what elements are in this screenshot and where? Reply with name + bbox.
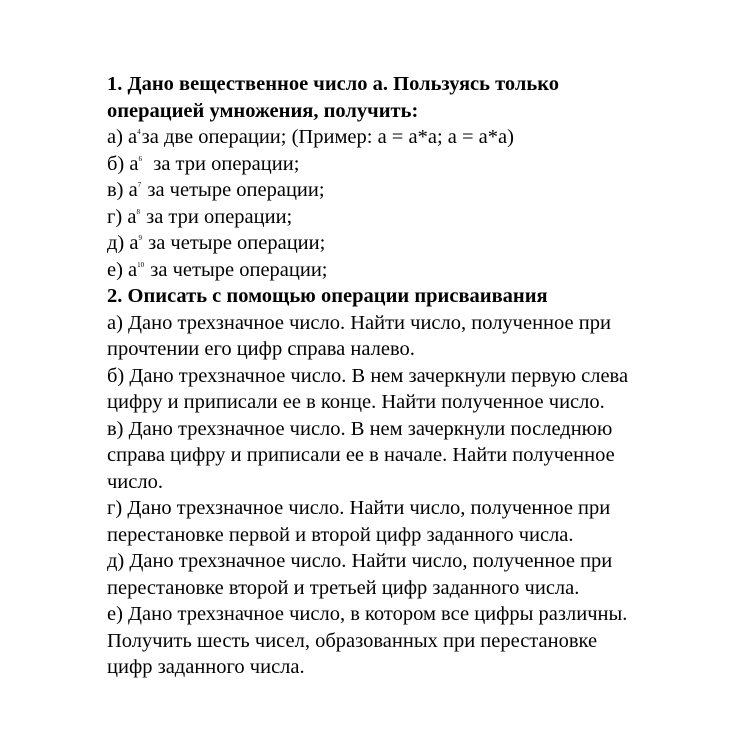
- section2-item-v-line3: число.: [107, 470, 163, 493]
- section2-item-b-line2: цифру и приписали ее в конце. Найти полученное число.: [107, 391, 605, 413]
- item-prefix: а) а: [107, 126, 138, 148]
- item-text: за три операции;: [142, 152, 300, 175]
- section2-item-a-line2: прочтении его цифр справа налево.: [107, 338, 415, 360]
- document-content: [107, 71, 737, 681]
- item-text: за четыре операции;: [145, 258, 328, 281]
- section2-item-v-line1: в) Дано трехзначное число. В нем зачеркнули последнюю: [107, 417, 613, 440]
- item-prefix: г) а: [107, 205, 137, 228]
- section1-item-d: [107, 230, 737, 257]
- section1-heading-line2: операцией умножения, получить:: [107, 99, 419, 122]
- item-prefix: б) а: [107, 152, 139, 175]
- section1-item-a: [107, 124, 737, 151]
- item-text: за две операции; (Пример: а = а*а; а = а*а): [141, 126, 514, 148]
- section2-item-e-line1: е) Дано трехзначное число, в котором все цифры различны.: [107, 603, 628, 625]
- item-text: за четыре операции;: [142, 232, 326, 254]
- section2-item-g-line1: г) Дано трехзначное число. Найти число, полученное при: [107, 497, 611, 519]
- section1-item-b: [107, 151, 737, 178]
- section1-item-g: [107, 204, 737, 231]
- section1-item-v: [107, 177, 737, 204]
- section1-item-e: [107, 257, 737, 284]
- exponent: 4: [137, 128, 141, 136]
- section1-heading-line1: 1. Дано вещественное число а. Пользуясь только: [107, 73, 560, 95]
- section2-item-e-line3: цифр заданного числа.: [107, 656, 305, 678]
- exponent: 10: [137, 260, 145, 269]
- item-prefix: в) а: [107, 179, 138, 201]
- exponent: 6: [138, 154, 142, 163]
- item-prefix: е) а: [107, 258, 138, 281]
- exponent: 7: [137, 181, 142, 189]
- section2-item-b-line1: б) Дано трехзначное число. В нем зачеркнули первую слева: [107, 364, 629, 387]
- item-prefix: д) а: [107, 232, 139, 254]
- section2-item-g-line2: перестановке первой и второй цифр заданного числа.: [107, 523, 574, 546]
- exponent: 9: [138, 234, 142, 242]
- section2-heading: 2. Описать с помощью операции присваивания: [107, 285, 548, 307]
- item-text: за три операции;: [140, 205, 293, 228]
- section2-item-e-line2: Получить шесть чисел, образованных при перестановке: [107, 629, 598, 652]
- section2-item-d-line2: перестановке второй и третьей цифр заданного числа.: [107, 576, 580, 599]
- exponent: 8: [136, 207, 140, 216]
- section2-item-d-line1: д) Дано трехзначное число. Найти число, полученное при: [107, 550, 613, 572]
- section2-item-v-line2: справа цифру и приписали ее в начале. Найти полученное: [107, 444, 615, 466]
- section2-item-a-line1: а) Дано трехзначное число. Найти число, полученное при: [107, 311, 611, 334]
- item-text: за четыре операции;: [142, 179, 325, 201]
